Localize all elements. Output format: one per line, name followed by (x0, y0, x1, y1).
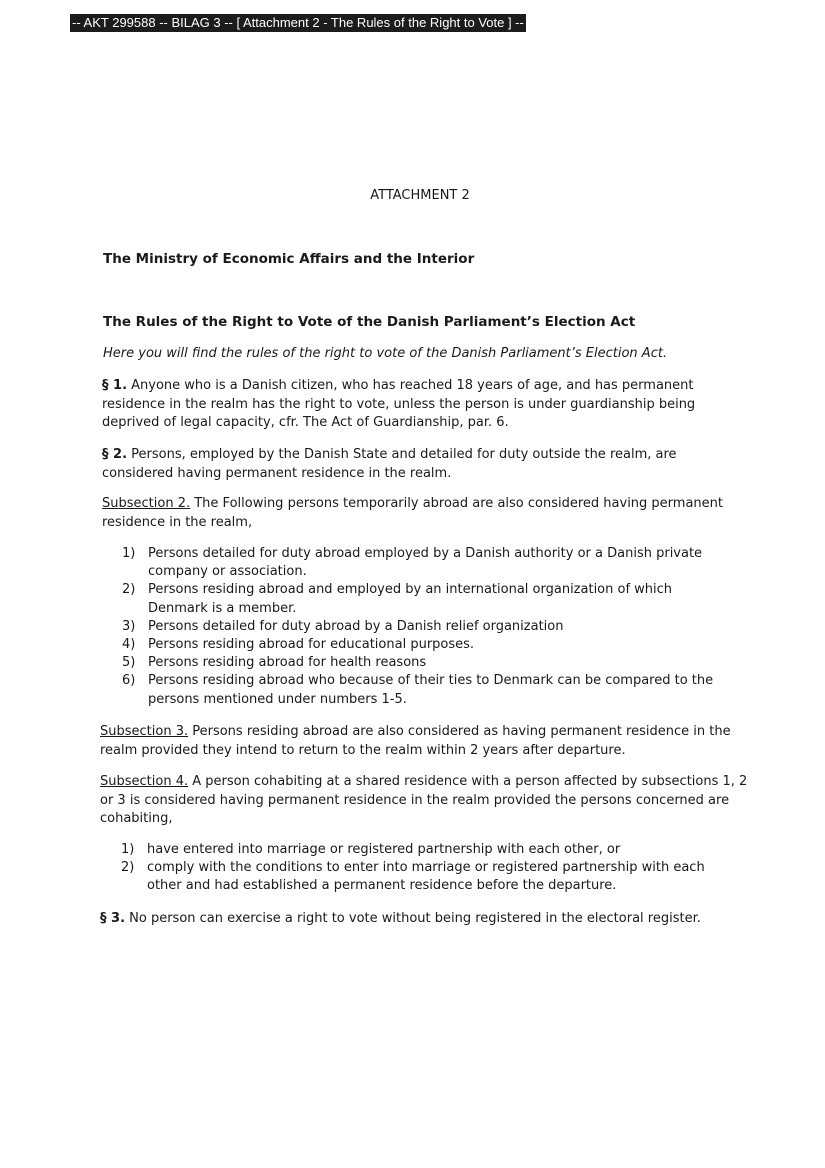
list-item-text: Persons residing abroad and employed by an international organization of which Denmark is a member. (148, 582, 673, 616)
subsection-4-list (121, 841, 731, 896)
list-item-number: 2) (122, 582, 136, 598)
list-item-number: 2) (121, 860, 135, 876)
subsection-2-list (122, 545, 732, 709)
subsection-3-label: Subsection 3. (100, 724, 189, 739)
section-1-mark: § 1. (102, 378, 128, 393)
list-item-number: 6) (122, 673, 136, 689)
subsection-4 (100, 773, 750, 829)
list-item (121, 841, 731, 859)
section-3 (100, 910, 760, 929)
list-item-text: Persons residing abroad who because of their ties to Denmark can be compared to the persons mentioned under numbers 1-5. (148, 673, 714, 707)
section-2 (102, 446, 742, 483)
subsection-3-text: Persons residing abroad are also considered as having permanent residence in the realm provided they intend to return to the realm within 2 years after departure. (100, 724, 731, 758)
list-item (122, 545, 732, 581)
section-3-text: No person can exercise a right to vote without being registered in the electoral register. (125, 911, 701, 926)
section-1-text: Anyone who is a Danish citizen, who has reached 18 years of age, and has permanent residence in the realm has the right to vote, unless the person is under guardianship being deprived of legal capacity, cfr. The Act of Guardianship, par. 6. (102, 378, 696, 430)
section-1 (102, 377, 742, 433)
section-2-mark: § 2. (102, 447, 128, 462)
list-item-number: 1) (122, 546, 136, 561)
list-item (122, 654, 732, 672)
list-item (122, 581, 732, 617)
list-item-number: 5) (122, 655, 136, 671)
list-item-text: Persons detailed for duty abroad by a Danish relief organization (148, 618, 564, 634)
list-item (122, 672, 732, 708)
subsection-2 (102, 495, 752, 532)
list-item-text: Persons residing abroad for health reasons (148, 655, 427, 671)
document-title: The Rules of the Right to Vote of the Danish Parliament’s Election Act (103, 314, 636, 330)
list-item-text: comply with the conditions to enter into marriage or registered partnership with each other and had established a permanent residence before the departure. (147, 860, 705, 894)
header-stamp: -- AKT 299588 -- BILAG 3 -- [ Attachment 2 - The Rules of the Right to Vote ] -- (72, 15, 524, 30)
intro-text: Here you will find the rules of the right to vote of the Danish Parliament’s Election Act. (103, 346, 668, 361)
section-3-mark: § 3. (100, 911, 126, 926)
subsection-3 (100, 723, 740, 760)
subsection-2-text: The Following persons temporarily abroad are also considered having permanent residence in the realm, (102, 496, 723, 530)
ministry-heading: The Ministry of Economic Affairs and the Interior (103, 251, 475, 267)
list-item (122, 636, 732, 654)
section-2-text: Persons, employed by the Danish State and detailed for duty outside the realm, are considered having permanent residence in the realm. (102, 447, 677, 481)
list-item-number: 1) (121, 842, 135, 857)
subsection-2-label: Subsection 2. (102, 496, 191, 511)
attachment-label: ATTACHMENT 2 (370, 188, 470, 203)
subsection-4-label: Subsection 4. (100, 774, 189, 789)
list-item (121, 859, 731, 895)
list-item-number: 3) (122, 618, 136, 634)
list-item (122, 618, 732, 636)
list-item-text: Persons detailed for duty abroad employed by a Danish authority or a Danish private company or association. (148, 546, 703, 580)
subsection-4-text: A person cohabiting at a shared residence with a person affected by subsections 1, 2 or 3 is considered having permanent residence in the realm provided the persons concerned are cohabiting, (100, 774, 748, 826)
list-item-text: have entered into marriage or registered partnership with each other, or (147, 842, 621, 857)
list-item-text: Persons residing abroad for educational purposes. (148, 637, 475, 653)
list-item-number: 4) (122, 637, 136, 653)
